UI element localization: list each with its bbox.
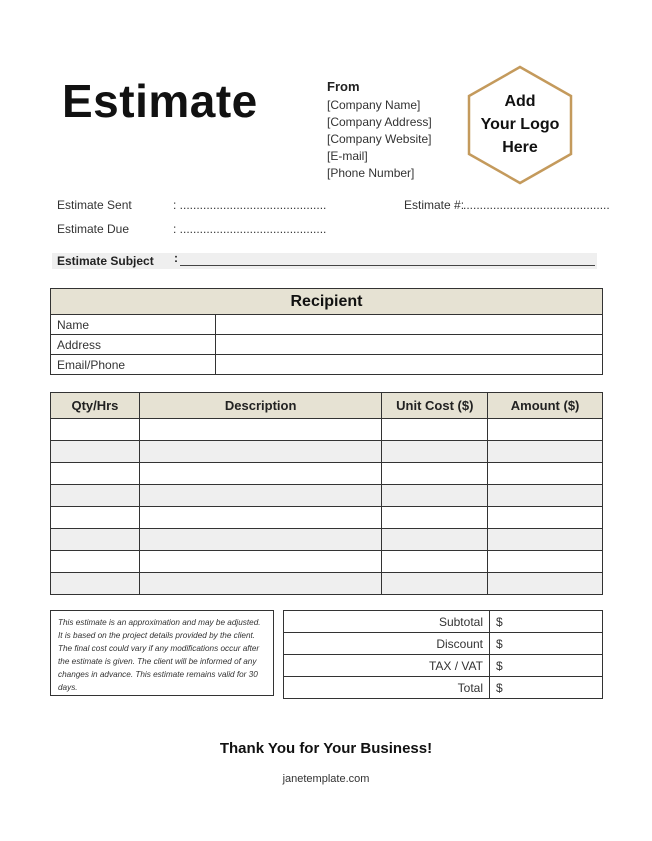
recipient-name-label: Name — [51, 315, 216, 335]
description-cell[interactable] — [139, 529, 382, 551]
estimate-subject-label: Estimate Subject — [57, 254, 154, 268]
qty-cell[interactable] — [51, 441, 140, 463]
description-cell[interactable] — [139, 573, 382, 595]
table-row — [51, 507, 603, 529]
amount-cell[interactable] — [488, 529, 603, 551]
column-header-description: Description — [139, 393, 382, 419]
thank-you-message: Thank You for Your Business! — [219, 740, 433, 757]
from-block — [327, 78, 432, 182]
unit-cost-cell[interactable] — [382, 573, 488, 595]
estimate-note: This estimate is an approximation and may be adjusted. It is based on the project details provided by the client. The final cost could vary if any modifications occur after the estimate is given. The client will be informed of any changes in advance. This estimate remains valid for 30 days. — [50, 610, 274, 696]
tax-vat-label: TAX / VAT — [284, 655, 490, 677]
estimate-sent-field[interactable]: : ............................................ — [173, 198, 327, 212]
table-row — [51, 573, 603, 595]
amount-cell[interactable] — [488, 485, 603, 507]
unit-cost-cell[interactable] — [382, 507, 488, 529]
description-cell[interactable] — [139, 551, 382, 573]
amount-cell[interactable] — [488, 551, 603, 573]
estimate-due-field[interactable]: : ............................................ — [173, 222, 327, 236]
total-field[interactable]: $ — [490, 677, 603, 699]
subject-colon: : — [174, 251, 178, 265]
recipient-address-label: Address — [51, 335, 216, 355]
table-row — [51, 335, 603, 355]
amount-cell[interactable] — [488, 441, 603, 463]
amount-cell[interactable] — [488, 573, 603, 595]
column-header-amount: Amount ($) — [488, 393, 603, 419]
subtotal-label: Subtotal — [284, 611, 490, 633]
qty-cell[interactable] — [51, 573, 140, 595]
description-cell[interactable] — [139, 441, 382, 463]
column-header-qty: Qty/Hrs — [51, 393, 140, 419]
table-row — [284, 677, 603, 699]
table-row — [51, 485, 603, 507]
recipient-name-field[interactable] — [216, 315, 603, 335]
document-title: Estimate — [62, 75, 258, 127]
table-row — [51, 529, 603, 551]
estimate-subject-row[interactable] — [52, 253, 597, 269]
amount-cell[interactable] — [488, 419, 603, 441]
table-row — [51, 441, 603, 463]
table-row — [51, 315, 603, 335]
description-cell[interactable] — [139, 507, 382, 529]
table-row — [51, 419, 603, 441]
discount-label: Discount — [284, 633, 490, 655]
recipient-address-field[interactable] — [216, 335, 603, 355]
amount-cell[interactable] — [488, 463, 603, 485]
unit-cost-cell[interactable] — [382, 529, 488, 551]
unit-cost-cell[interactable] — [382, 419, 488, 441]
qty-cell[interactable] — [51, 463, 140, 485]
recipient-email-phone-field[interactable] — [216, 355, 603, 375]
table-row — [284, 655, 603, 677]
estimate-sent-label: Estimate Sent — [57, 198, 132, 212]
subject-line — [180, 265, 595, 266]
items-table — [50, 392, 603, 595]
discount-field[interactable]: $ — [490, 633, 603, 655]
qty-cell[interactable] — [51, 529, 140, 551]
estimate-due-label: Estimate Due — [57, 222, 130, 236]
tax-vat-field[interactable]: $ — [490, 655, 603, 677]
logo-placeholder[interactable] — [466, 64, 574, 186]
unit-cost-cell[interactable] — [382, 485, 488, 507]
unit-cost-cell[interactable] — [382, 441, 488, 463]
description-cell[interactable] — [139, 463, 382, 485]
recipient-table — [50, 288, 603, 375]
qty-cell[interactable] — [51, 507, 140, 529]
subtotal-field[interactable]: $ — [490, 611, 603, 633]
from-label: From — [327, 79, 360, 94]
totals-table — [283, 610, 603, 699]
company-address: [Company Address] — [327, 115, 432, 129]
table-row — [51, 355, 603, 375]
estimate-number-label: Estimate #: — [404, 198, 465, 212]
description-cell[interactable] — [139, 485, 382, 507]
company-name: [Company Name] — [327, 98, 421, 112]
table-row — [284, 633, 603, 655]
amount-cell[interactable] — [488, 507, 603, 529]
qty-cell[interactable] — [51, 551, 140, 573]
description-cell[interactable] — [139, 419, 382, 441]
company-email: [E-mail] — [327, 149, 368, 163]
unit-cost-cell[interactable] — [382, 463, 488, 485]
estimate-number-field[interactable]: ............................................ — [463, 198, 610, 212]
company-website: [Company Website] — [327, 132, 432, 146]
table-row — [284, 611, 603, 633]
qty-cell[interactable] — [51, 419, 140, 441]
company-phone: [Phone Number] — [327, 166, 415, 180]
qty-cell[interactable] — [51, 485, 140, 507]
recipient-heading: Recipient — [51, 289, 603, 315]
website-link[interactable]: janetemplate.com — [282, 773, 370, 785]
table-row — [51, 551, 603, 573]
total-label: Total — [284, 677, 490, 699]
unit-cost-cell[interactable] — [382, 551, 488, 573]
recipient-email-phone-label: Email/Phone — [51, 355, 216, 375]
table-row — [51, 463, 603, 485]
logo-text: Add Your Logo Here — [480, 93, 560, 156]
column-header-unit-cost: Unit Cost ($) — [382, 393, 488, 419]
